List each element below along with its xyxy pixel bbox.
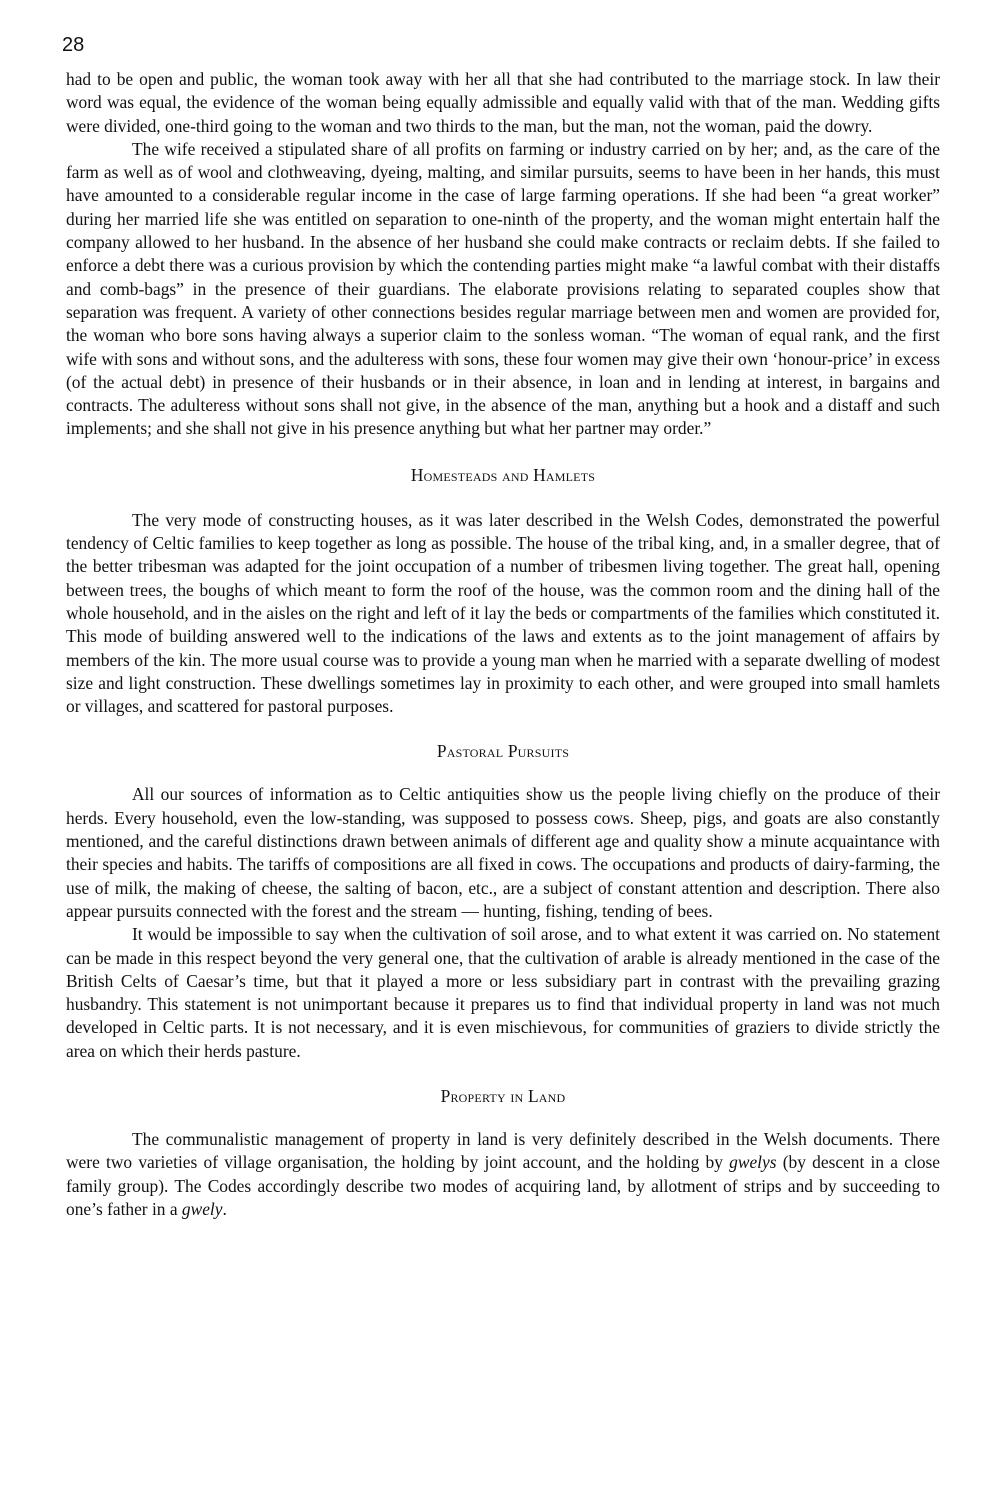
paragraph-text: (by descent in a close family group). The Codes accordingly describe two modes of acquiring land, by allotment of strips and by succeeding to one’s father in a (66, 1152, 941, 1219)
paragraph-text: . (222, 1198, 227, 1219)
paragraph: It would be impossible to say when the cultivation of soil arose, and to what extent it was carried on. No statement can be made in this respect beyond the very general one, that the cultivation of arable is already mentioned in the case of the British Celts of Caesar’s time, but that it played a more or less subsidiary part in contrast with the prevailing grazing husbandry. This statement is not unimportant because it prepares us to find that individual property in land was not much developed in Celtic parts. It is not necessary, and it is even mischievous, for communities of graziers to divide strictly the area on which their herds pasture. (66, 924, 940, 1061)
italic-term: gwelys (729, 1152, 777, 1173)
page-number: 28 (62, 34, 85, 56)
paragraph-text: The communalistic management of property in land is very definitely described in the Welsh documents. There were two varieties of village organisation, the holding by joint account, and the holding by (66, 1128, 940, 1173)
paragraph: All our sources of information as to Celtic antiquities show us the people living chiefly on the produce of their herds. Every household, even the low-standing, was supposed to possess cows. Sheep, pigs, and goats are also constantly mentioned, and the careful distinctions drawn between animals of different age and quality show a minute acquaintance with their species and habits. The tariffs of compositions are all fixed in cows. The occupations and products of dairy-farming, the use of milk, the making of cheese, the salting of bacon, etc., are a subject of constant attention and description. There also appear pursuits connected with the forest and the stream — hunting, fishing, tending of bees. (66, 784, 940, 921)
paragraph: The very mode of constructing houses, as it was later described in the Welsh Codes, demonstrated the powerful tendency of Celtic families to keep together as long as possible. The house of the tribal king, and, in a smaller degree, that of the better tribesman was adapted for the joint occupation of a number of tribesmen living together. The great hall, opening between trees, the boughs of which meant to form the roof of the house, was the common room and the dining hall of the whole household, and in the aisles on the right and left of it lay the beds or compartments of the families which constituted it. This mode of building answered well to the indications of the laws and extents as to the joint management of affairs by members of the kin. The more usual course was to provide a young man when he married with a separate dwelling of modest size and light construction. These dwellings sometimes lay in proximity to each other, and were grouped into small hamlets or villages, and scattered for pastoral purposes. (66, 509, 940, 717)
section-heading-property: Property in Land (440, 1085, 566, 1106)
section-heading-pastoral: Pastoral Pursuits (436, 741, 570, 762)
section-heading-homesteads: Homesteads and Hamlets (410, 464, 596, 485)
italic-term: gwely (181, 1198, 223, 1219)
paragraph (66, 1128, 940, 1221)
paragraph: The wife received a stipulated share of all profits on farming or industry carried on by her; and, as the care of the farm as well as of wool and clothweaving, dyeing, malting, and similar pursuits, seems to have been in her hands, this must have amounted to a considerable regular income in the case of large farming operations. If she had been “a great worker” during her married life she was entitled on separation to one-ninth of the property, and the woman might entertain half the company allowed to her husband. In the absence of her husband she could make contracts or reclaim debts. If she failed to enforce a debt there was a curious provision by which the contending parties might make “a lawful combat with their distaffs and comb-bags” in the presence of their guardians. The elaborate provisions relating to separated couples show that separation was frequent. A variety of other connections besides regular marriage between men and women are provided for, the woman who bore sons having always a superior claim to the sonless woman. “The woman of equal rank, and the first wife with sons and without sons, and the adulteress with sons, these four women may give their own ‘honour-price’ in excess (of the actual debt) in presence of their husbands or in their absence, in loan and in lending at interest, in bargains and contracts. The adulteress without sons shall not give, in the absence of the man, anything but a hook and a distaff and such implements; and she shall not give in his presence anything but what her partner may order.” (66, 138, 940, 439)
body-text (66, 68, 940, 1221)
paragraph: had to be open and public, the woman took away with her all that she had contributed to the marriage stock. In law their word was equal, the evidence of the woman being equally admissible and equally valid with that of the man. Wedding gifts were divided, one-third going to the woman and two thirds to the man, but the man, not the woman, paid the dowry. (66, 69, 940, 136)
